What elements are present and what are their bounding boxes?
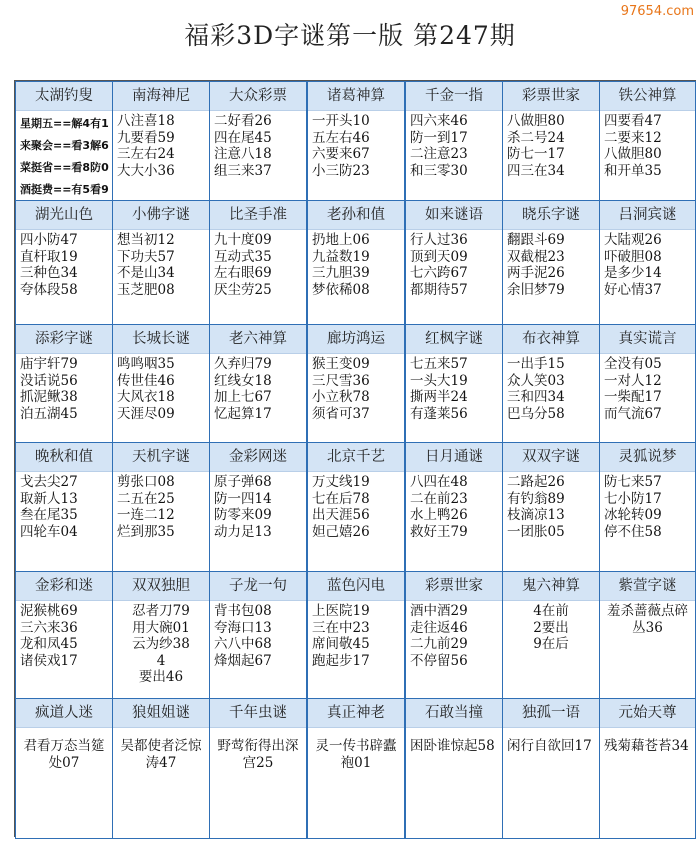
riddle-cell bbox=[112, 698, 210, 839]
riddle-line: 席间敬45 bbox=[312, 636, 370, 652]
riddle-cell-lines bbox=[406, 601, 502, 669]
riddle-cell-lines bbox=[503, 728, 599, 755]
riddle-line: 和三零30 bbox=[410, 162, 468, 179]
riddle-line: 君看万态当筵处07 bbox=[23, 738, 105, 771]
riddle-line: 二九前29 bbox=[410, 636, 468, 652]
riddle-cell-heading: 比圣手准 bbox=[210, 201, 306, 230]
riddle-cell-lines bbox=[16, 472, 112, 540]
riddle-line: 灵一传书辟蠹袍01 bbox=[315, 738, 397, 771]
riddle-cell-heading: 彩票世家 bbox=[503, 82, 599, 111]
riddle-cell bbox=[307, 698, 405, 839]
riddle-cell bbox=[209, 698, 307, 839]
riddle-line: 三种色34 bbox=[20, 265, 78, 281]
riddle-cell-heading: 湖光山色 bbox=[16, 201, 112, 230]
riddle-line: 全没有05 bbox=[604, 356, 662, 372]
riddle-cell-lines bbox=[308, 728, 404, 771]
riddle-line: 扔地上06 bbox=[312, 232, 370, 248]
riddle-line: 四六来46 bbox=[410, 113, 468, 129]
riddle-line: 四三在34 bbox=[507, 162, 565, 179]
riddle-line: 冰轮转09 bbox=[604, 507, 662, 523]
riddle-line: 四要看47 bbox=[604, 113, 662, 129]
riddle-line: 七小防17 bbox=[604, 490, 662, 507]
riddle-line: 烽烟起67 bbox=[214, 652, 272, 669]
riddle-cell-lines bbox=[406, 472, 502, 540]
riddle-cell bbox=[405, 571, 503, 699]
riddle-cell-lines bbox=[406, 728, 502, 755]
riddle-line: 一连二12 bbox=[117, 507, 175, 523]
riddle-cell bbox=[307, 200, 405, 325]
riddle-line: 三在中23 bbox=[312, 619, 370, 636]
riddle-line: 左右眼69 bbox=[214, 265, 272, 281]
riddle-cell-lines bbox=[600, 111, 695, 179]
riddle-line: 想当初12 bbox=[117, 232, 175, 248]
riddle-line: 4 bbox=[156, 652, 166, 669]
riddle-cell-lines bbox=[210, 472, 306, 540]
riddle-cell-lines bbox=[308, 472, 404, 540]
riddle-line: 要出46 bbox=[138, 669, 184, 685]
riddle-cell-lines bbox=[503, 472, 599, 540]
riddle-line: 原子弹68 bbox=[214, 474, 272, 490]
riddle-line: 救好王79 bbox=[410, 523, 468, 540]
riddle-cell-heading: 紫萱字谜 bbox=[600, 572, 695, 601]
riddle-cell-lines bbox=[406, 354, 502, 422]
riddle-line: 大陆观26 bbox=[604, 232, 662, 248]
riddle-cell-heading: 真实谎言 bbox=[600, 325, 695, 354]
riddle-line: 三九胆39 bbox=[312, 265, 370, 281]
riddle-cell-heading: 大众彩票 bbox=[210, 82, 306, 111]
riddle-line: 八做胆80 bbox=[604, 146, 662, 162]
riddle-line: 星期五==解4有1 bbox=[20, 117, 109, 130]
riddle-cell-heading: 诸葛神算 bbox=[308, 82, 404, 111]
riddle-line: 酒挺费==有5看9 bbox=[20, 183, 109, 196]
riddle-line: 有蓬莱56 bbox=[410, 405, 468, 422]
riddle-line: 九益数19 bbox=[312, 248, 370, 265]
riddle-line: 都期待57 bbox=[410, 281, 468, 298]
riddle-cell bbox=[15, 81, 113, 201]
riddle-cell bbox=[502, 698, 600, 839]
riddle-cell-lines bbox=[113, 601, 209, 686]
riddle-cell-lines bbox=[600, 472, 695, 540]
riddle-line: 众人笑03 bbox=[507, 372, 565, 389]
riddle-line: 一团胀05 bbox=[507, 523, 565, 540]
riddle-cell-lines bbox=[16, 728, 112, 771]
riddle-cell bbox=[209, 571, 307, 699]
riddle-cell-lines bbox=[113, 230, 209, 298]
riddle-cell-lines bbox=[503, 111, 599, 179]
riddle-line: 六八中68 bbox=[214, 636, 272, 652]
riddle-line: 防一到17 bbox=[410, 129, 468, 146]
riddle-line: 泥猴桃69 bbox=[20, 603, 78, 619]
riddle-line: 玉芝肥08 bbox=[117, 281, 175, 298]
riddle-cell-lines bbox=[113, 472, 209, 540]
riddle-cell bbox=[599, 571, 696, 699]
riddle-cell-heading: 晓乐字谜 bbox=[503, 201, 599, 230]
riddle-cell-heading: 真正神老 bbox=[308, 699, 404, 728]
page-title: 福彩3D字谜第一版 第247期 bbox=[184, 21, 516, 50]
riddle-line: 二要来12 bbox=[604, 129, 662, 146]
riddle-line: 困卧谁惊起58 bbox=[410, 738, 495, 754]
riddle-cell-lines bbox=[308, 111, 404, 179]
riddle-cell-heading: 北京千艺 bbox=[308, 443, 404, 472]
riddle-line: 双截棍23 bbox=[507, 248, 565, 265]
riddle-line: 枝滴凉13 bbox=[507, 507, 565, 523]
riddle-line: 互动式35 bbox=[214, 248, 272, 265]
riddle-cell bbox=[307, 81, 405, 201]
riddle-line: 和开单35 bbox=[604, 162, 662, 179]
riddle-line: 防零来09 bbox=[214, 507, 272, 523]
riddle-line: 一开头10 bbox=[312, 113, 370, 129]
riddle-line: 二在前23 bbox=[410, 490, 468, 507]
riddle-line: 七在后78 bbox=[312, 490, 370, 507]
riddle-line: 吴都使者泛惊涛47 bbox=[120, 738, 202, 771]
riddle-line: 四在尾45 bbox=[214, 129, 272, 146]
riddle-cell bbox=[209, 324, 307, 443]
riddle-line: 4在前 bbox=[533, 603, 569, 619]
riddle-cell-heading: 彩票世家 bbox=[406, 572, 502, 601]
riddle-line: 天涯尽09 bbox=[117, 405, 175, 422]
riddle-line: 一出手15 bbox=[507, 356, 565, 372]
riddle-line: 残菊藉苍苔34 bbox=[604, 738, 689, 754]
riddle-line: 而气流67 bbox=[604, 405, 662, 422]
riddle-cell-lines bbox=[16, 230, 112, 298]
riddle-line: 五左右46 bbox=[312, 129, 370, 146]
riddle-line: 二路起26 bbox=[507, 474, 565, 490]
riddle-line: 叁在尾35 bbox=[20, 507, 78, 523]
riddle-line: 厌尘劳25 bbox=[214, 281, 272, 298]
riddle-cell-lines bbox=[308, 230, 404, 298]
riddle-line: 翻跟斗69 bbox=[507, 232, 565, 248]
riddle-line: 烂到那35 bbox=[117, 523, 175, 540]
site-watermark: 97654.com bbox=[620, 4, 694, 19]
riddle-cell-heading: 廊坊鸿运 bbox=[308, 325, 404, 354]
riddle-cell-heading: 千年虫谜 bbox=[210, 699, 306, 728]
riddle-line: 八做胆80 bbox=[507, 113, 565, 129]
riddle-cell bbox=[15, 571, 113, 699]
riddle-cell bbox=[599, 324, 696, 443]
riddle-line: 九十度09 bbox=[214, 232, 272, 248]
riddle-cell bbox=[502, 81, 600, 201]
riddle-cell-heading: 添彩字谜 bbox=[16, 325, 112, 354]
riddle-cell bbox=[405, 200, 503, 325]
riddle-cell-lines bbox=[16, 111, 112, 201]
riddle-cell-lines bbox=[210, 728, 306, 771]
riddle-line: 不停留56 bbox=[410, 652, 468, 669]
riddle-cell-lines bbox=[600, 601, 695, 636]
riddle-cell-heading: 太湖钓叟 bbox=[16, 82, 112, 111]
riddle-cell-lines bbox=[308, 354, 404, 422]
riddle-line: 鸣鸣咽35 bbox=[117, 356, 175, 372]
riddle-cell-heading: 石敢当撞 bbox=[406, 699, 502, 728]
riddle-cell-heading: 蓝色闪电 bbox=[308, 572, 404, 601]
riddle-line: 三左右24 bbox=[117, 146, 175, 162]
riddle-cell-lines bbox=[113, 111, 209, 179]
riddle-cell-lines bbox=[210, 230, 306, 298]
riddle-line: 防七来57 bbox=[604, 474, 662, 490]
riddle-cell bbox=[15, 324, 113, 443]
riddle-cell-heading: 晚秋和值 bbox=[16, 443, 112, 472]
riddle-cell bbox=[502, 442, 600, 572]
riddle-cell-lines bbox=[503, 230, 599, 298]
riddle-line: 龙和凤45 bbox=[20, 636, 78, 652]
riddle-line: 妲己嬉26 bbox=[312, 523, 370, 540]
riddle-cell-lines bbox=[503, 601, 599, 653]
riddle-line: 剪张口08 bbox=[117, 474, 175, 490]
riddle-line: 七五来57 bbox=[410, 356, 468, 372]
riddle-line: 取新人13 bbox=[20, 490, 78, 507]
riddle-cell-heading: 长城长谜 bbox=[113, 325, 209, 354]
riddle-line: 行人过36 bbox=[410, 232, 468, 248]
riddle-line: 久弃归79 bbox=[214, 356, 272, 372]
riddle-cell bbox=[599, 442, 696, 572]
riddle-cell-lines bbox=[113, 728, 209, 771]
riddle-cell bbox=[599, 81, 696, 201]
riddle-line: 忆起算17 bbox=[214, 405, 272, 422]
riddle-line: 忍者刀79 bbox=[132, 603, 190, 619]
riddle-cell bbox=[15, 442, 113, 572]
riddle-cell-heading: 灵狐说梦 bbox=[600, 443, 695, 472]
riddle-cell-lines bbox=[210, 601, 306, 669]
riddle-line: 顶到天09 bbox=[410, 248, 468, 265]
riddle-cell bbox=[112, 442, 210, 572]
riddle-line: 动力足13 bbox=[214, 523, 272, 540]
riddle-cell-heading: 双双字谜 bbox=[503, 443, 599, 472]
riddle-cell-heading: 金彩网迷 bbox=[210, 443, 306, 472]
riddle-line: 闲行自欲回17 bbox=[507, 738, 592, 754]
riddle-line: 杀二号24 bbox=[507, 129, 565, 146]
riddle-line: 八四在48 bbox=[410, 474, 468, 490]
riddle-cell bbox=[112, 200, 210, 325]
riddle-line: 走往返46 bbox=[410, 619, 468, 636]
riddle-cell bbox=[112, 324, 210, 443]
riddle-cell-heading: 子龙一句 bbox=[210, 572, 306, 601]
riddle-cell-lines bbox=[16, 601, 112, 669]
riddle-line: 不是山34 bbox=[117, 265, 175, 281]
riddle-line: 大大小36 bbox=[117, 162, 175, 179]
riddle-line: 用大碗01 bbox=[132, 619, 190, 636]
riddle-cell-lines bbox=[210, 354, 306, 422]
riddle-line: 庙宇轩79 bbox=[20, 356, 78, 372]
riddle-line: 戈去尖27 bbox=[20, 474, 78, 490]
riddle-line: 来聚会==看3解6 bbox=[20, 139, 109, 152]
riddle-cell-heading: 金彩和迷 bbox=[16, 572, 112, 601]
riddle-cell bbox=[209, 442, 307, 572]
riddle-line: 余旧梦79 bbox=[507, 281, 565, 298]
riddle-line: 两手泥26 bbox=[507, 265, 565, 281]
riddle-line: 梦依稀08 bbox=[312, 281, 370, 298]
riddle-line: 一头大19 bbox=[410, 372, 468, 389]
riddle-line: 撕两半24 bbox=[410, 389, 468, 405]
riddle-line: 一柴配17 bbox=[604, 389, 662, 405]
riddle-cell bbox=[15, 698, 113, 839]
riddle-cell-lines bbox=[16, 354, 112, 422]
riddle-cell bbox=[502, 324, 600, 443]
riddle-cell-heading: 吕洞宾谜 bbox=[600, 201, 695, 230]
riddle-line: 三六来36 bbox=[20, 619, 78, 636]
riddle-cell-heading: 小佛字谜 bbox=[113, 201, 209, 230]
riddle-line: 一对人12 bbox=[604, 372, 662, 389]
riddle-line: 跑起步17 bbox=[312, 652, 370, 669]
riddle-line: 停不住58 bbox=[604, 523, 662, 540]
riddle-cell-heading: 鬼六神算 bbox=[503, 572, 599, 601]
riddle-line: 二五在25 bbox=[117, 490, 175, 507]
riddle-line: 须省可37 bbox=[312, 405, 370, 422]
riddle-line: 吓破胆08 bbox=[604, 248, 662, 265]
riddle-line: 四轮车04 bbox=[20, 523, 78, 540]
riddle-cell-lines bbox=[503, 354, 599, 422]
riddle-cell-heading: 布衣神算 bbox=[503, 325, 599, 354]
riddle-line: 好心情37 bbox=[604, 281, 662, 298]
riddle-cell-lines bbox=[406, 111, 502, 179]
riddle-cell-heading: 天机字谜 bbox=[113, 443, 209, 472]
riddle-line: 注意八18 bbox=[214, 146, 272, 162]
riddle-line: 菜挺省==看8防0 bbox=[20, 161, 109, 174]
riddle-cell-heading: 老孙和值 bbox=[308, 201, 404, 230]
riddle-cell-lines bbox=[308, 601, 404, 669]
riddle-line: 小三防23 bbox=[312, 162, 370, 179]
riddle-line: 泊五湖45 bbox=[20, 405, 78, 422]
riddle-line: 9在后 bbox=[533, 636, 569, 652]
riddle-line: 加上七67 bbox=[214, 389, 272, 405]
riddle-cell-heading: 老六神算 bbox=[210, 325, 306, 354]
riddle-cell bbox=[307, 442, 405, 572]
riddle-cell bbox=[307, 324, 405, 443]
riddle-line: 三和四34 bbox=[507, 389, 565, 405]
riddle-line: 直杆取19 bbox=[20, 248, 78, 265]
riddle-line: 诸侯戏17 bbox=[20, 652, 78, 669]
riddle-cell bbox=[405, 442, 503, 572]
riddle-cell-heading: 元始天尊 bbox=[600, 699, 695, 728]
riddle-line: 三尺雪36 bbox=[312, 372, 370, 389]
riddle-line: 万丈线19 bbox=[312, 474, 370, 490]
riddle-cell-heading: 南海神尼 bbox=[113, 82, 209, 111]
riddle-line: 2要出 bbox=[533, 619, 569, 636]
riddle-cell-lines bbox=[113, 354, 209, 422]
riddle-line: 巴乌分58 bbox=[507, 405, 565, 422]
riddle-line: 夸海口13 bbox=[214, 619, 272, 636]
riddle-cell-heading: 狼姐姐谜 bbox=[113, 699, 209, 728]
riddle-cell-heading: 日月通谜 bbox=[406, 443, 502, 472]
riddle-cell bbox=[307, 571, 405, 699]
riddle-cell-heading: 铁公神算 bbox=[600, 82, 695, 111]
riddle-line: 六要来67 bbox=[312, 146, 370, 162]
riddle-cell bbox=[112, 81, 210, 201]
riddle-line: 没话说56 bbox=[20, 372, 78, 389]
riddle-line: 防七一17 bbox=[507, 146, 565, 162]
riddle-cell-heading: 疯道人迷 bbox=[16, 699, 112, 728]
riddle-line: 九要看59 bbox=[117, 129, 175, 146]
riddle-line: 抓泥鳅38 bbox=[20, 389, 78, 405]
riddle-line: 上医院19 bbox=[312, 603, 370, 619]
riddle-cell bbox=[405, 324, 503, 443]
riddle-cell bbox=[405, 698, 503, 839]
riddle-cell bbox=[502, 571, 600, 699]
riddle-cell-heading: 如来谜语 bbox=[406, 201, 502, 230]
riddle-cell-heading: 千金一指 bbox=[406, 82, 502, 111]
riddle-line: 野莺衔得出深宫25 bbox=[217, 738, 299, 771]
riddle-cell-lines bbox=[600, 728, 695, 755]
riddle-line: 有钓翁89 bbox=[507, 490, 565, 507]
riddle-line: 红线女18 bbox=[214, 372, 272, 389]
riddle-line: 夸体段58 bbox=[20, 281, 78, 298]
riddle-line: 八注喜18 bbox=[117, 113, 175, 129]
riddle-cell bbox=[112, 571, 210, 699]
riddle-line: 二注意23 bbox=[410, 146, 468, 162]
riddle-line: 四小防47 bbox=[20, 232, 78, 248]
riddle-line: 组三来37 bbox=[214, 162, 272, 179]
riddle-cell-lines bbox=[600, 354, 695, 422]
riddle-line: 传世佳46 bbox=[117, 372, 175, 389]
riddle-line: 酒中酒29 bbox=[410, 603, 468, 619]
riddle-cell bbox=[405, 81, 503, 201]
riddle-line: 云为纱38 bbox=[132, 636, 190, 652]
riddle-cell-lines bbox=[210, 111, 306, 179]
riddle-cell bbox=[502, 200, 600, 325]
riddle-cell-lines bbox=[406, 230, 502, 298]
riddle-line: 下功夫57 bbox=[117, 248, 175, 265]
riddle-table bbox=[14, 80, 696, 837]
riddle-line: 猴王变09 bbox=[312, 356, 370, 372]
riddle-cell bbox=[599, 698, 696, 839]
riddle-line: 小立秋78 bbox=[312, 389, 370, 405]
riddle-cell-heading: 红枫字谜 bbox=[406, 325, 502, 354]
riddle-cell-heading: 独孤一语 bbox=[503, 699, 599, 728]
riddle-cell bbox=[209, 81, 307, 201]
riddle-line: 二好看26 bbox=[214, 113, 272, 129]
riddle-line: 羞杀蔷薇点碎丛36 bbox=[607, 603, 688, 636]
riddle-line: 背书包08 bbox=[214, 603, 272, 619]
riddle-line: 水上鸭26 bbox=[410, 507, 468, 523]
riddle-cell bbox=[15, 200, 113, 325]
riddle-line: 出天涯56 bbox=[312, 507, 370, 523]
riddle-line: 是多少14 bbox=[604, 265, 662, 281]
riddle-cell bbox=[599, 200, 696, 325]
riddle-line: 七六跨67 bbox=[410, 265, 468, 281]
riddle-cell bbox=[209, 200, 307, 325]
riddle-cell-lines bbox=[600, 230, 695, 298]
riddle-line: 大风衣18 bbox=[117, 389, 175, 405]
riddle-line: 防一四14 bbox=[214, 490, 272, 507]
riddle-cell-heading: 双双独胆 bbox=[113, 572, 209, 601]
